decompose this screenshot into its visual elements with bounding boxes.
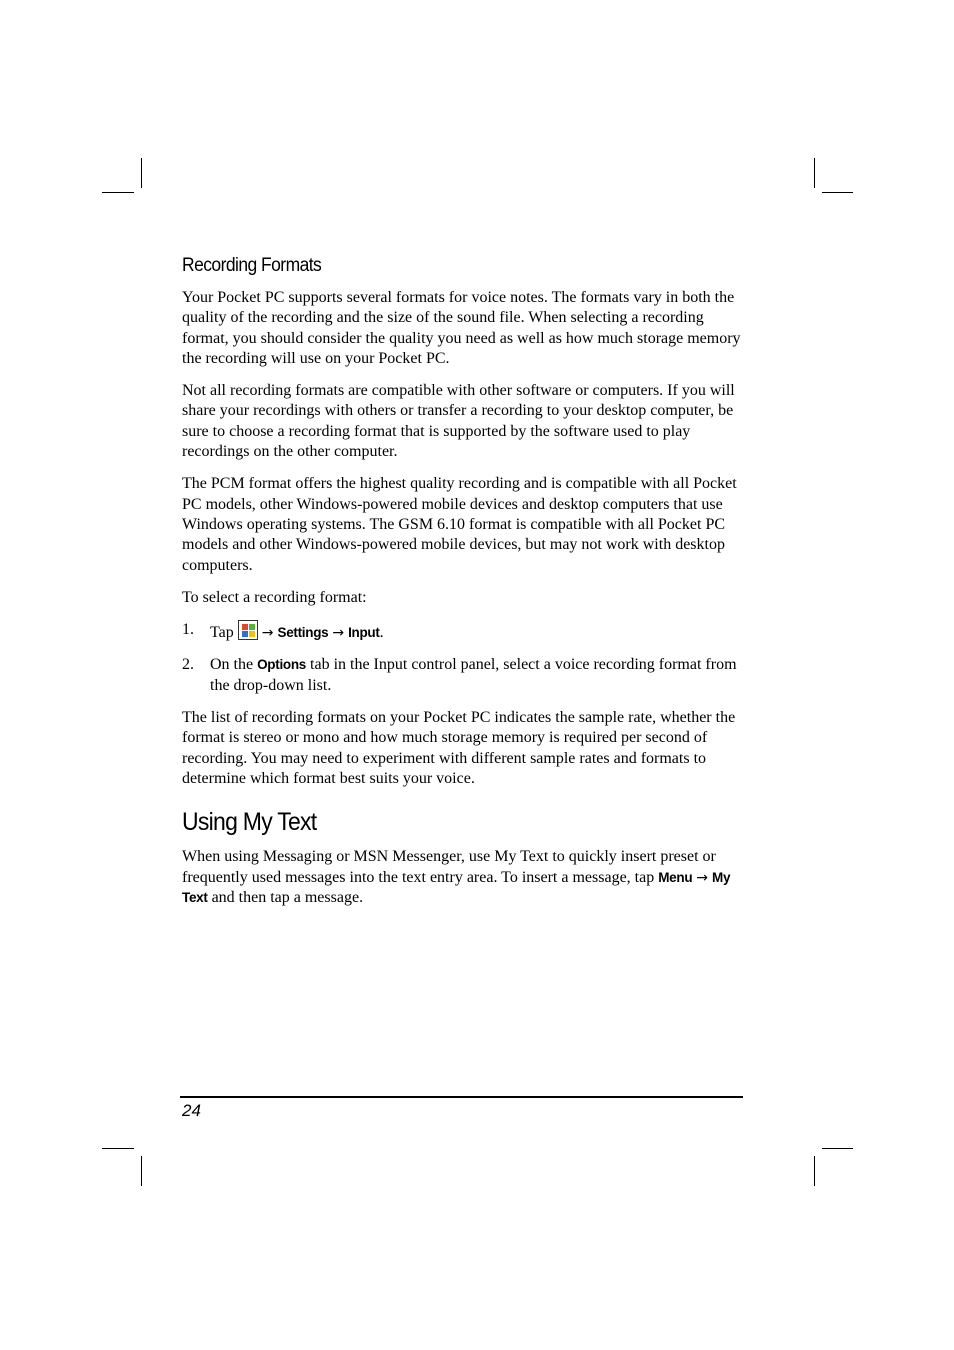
section-heading: Recording Formats [182,255,322,276]
steps-list [182,620,744,696]
paragraph-text: When using Messaging or MSN Messenger, use My Text to quickly insert preset or frequently used messages into the text entry area. To insert a message, tap [182,848,716,886]
arrow-right-icon: → [696,869,708,886]
crop-mark [814,158,815,188]
paragraph [182,847,744,908]
ui-label-my-text: My Text [182,869,731,905]
page-content [182,254,744,920]
windows-start-icon [238,620,258,640]
crop-mark [141,158,142,188]
footer-rule [180,1096,743,1098]
arrow-right-icon: → [332,625,345,642]
step-item [182,655,744,696]
step-text: Tap [210,624,234,642]
page-number: 24 [182,1101,201,1120]
paragraph: The PCM format offers the highest quality recording and is compatible with all Pocket PC models, other Windows-powered mobile devices and desktop computers that use Windows operating systems. The GSM 6.10 format is compatible with all Pocket PC models and other Windows-powered mobile devices, but may not work with desktop computers. [182,475,737,574]
step-text: On the [210,656,254,674]
paragraph: Your Pocket PC supports several formats for voice notes. The formats vary in both the quality of the recording and the size of the sound file. When selecting a recording format, you should consider the quality you need as well as how much storage memory the recording will use on your Pocket PC. [182,289,741,367]
paragraph: Not all recording formats are compatible with other software or computers. If you will share your recordings with others or transfer a recording to your desktop computer, be sure to choose a recording format that is supported by the software used to play recordings on the other computer. [182,382,735,461]
step-item [182,620,744,643]
arrow-right-icon: → [261,625,274,642]
step-suffix: . [379,624,384,642]
step-number: 1. [182,621,194,639]
paragraph-text: and then tap a message. [211,888,364,906]
crop-mark [141,1156,142,1186]
crop-mark [822,1148,853,1149]
paragraph: The list of recording formats on your Pocket PC indicates the sample rate, whether the format is stereo or mono and how much storage memory is required per second of recording. You may need to experiment with different sample rates and formats to determine which format best suits your voice. [182,709,736,787]
crop-mark [102,192,134,193]
crop-mark [822,192,853,193]
crop-mark [102,1148,134,1149]
paragraph: To select a recording format: [182,588,367,606]
ui-label-options: Options [257,657,307,673]
ui-label-settings: Settings [277,625,329,641]
crop-mark [814,1156,815,1186]
step-suffix: tab in the Input control panel, select a voice recording format from the drop-down list. [210,656,737,694]
ui-label-menu: Menu [658,869,693,885]
step-number: 2. [182,656,194,674]
ui-label-input: Input [348,625,380,641]
section-heading-main: Using My Text [182,808,317,837]
